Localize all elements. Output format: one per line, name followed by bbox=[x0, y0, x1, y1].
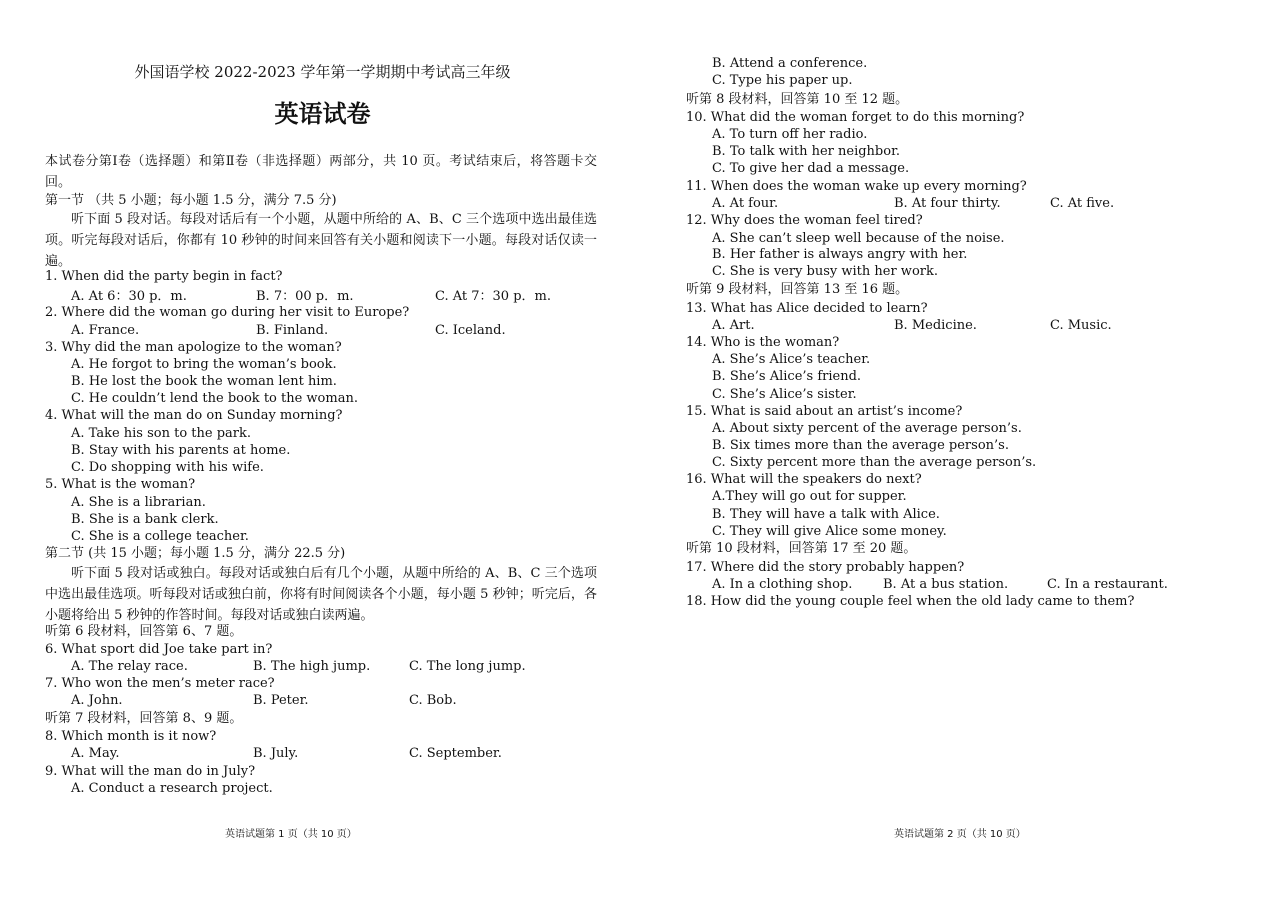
option-a: A. John. bbox=[71, 693, 123, 708]
option-a: A. She’s Alice’s teacher. bbox=[712, 352, 871, 367]
option-c: C. He couldn’t lend the book to the woman. bbox=[71, 391, 358, 406]
option-a: A. He forgot to bring the woman’s book. bbox=[71, 357, 337, 372]
question-8: 8. Which month is it now? bbox=[45, 729, 217, 744]
option-b: B. Peter. bbox=[253, 693, 309, 708]
option-a: A. She is a librarian. bbox=[71, 495, 206, 510]
option-c: C. September. bbox=[409, 746, 502, 761]
option-c: C. She is a college teacher. bbox=[71, 529, 249, 544]
option-a: A. Art. bbox=[712, 318, 755, 333]
option-c: C. Do shopping with his wife. bbox=[71, 460, 264, 475]
option-a: A. May. bbox=[71, 746, 120, 761]
option-c: C. Bob. bbox=[409, 693, 457, 708]
question-15: 15. What is said about an artist’s income? bbox=[686, 404, 963, 419]
question-16: 16. What will the speakers do next? bbox=[686, 472, 922, 487]
option-b: B. At a bus station. bbox=[883, 577, 1009, 592]
option-c: C. Iceland. bbox=[435, 323, 506, 338]
exam-intro: 本试卷分第Ⅰ卷（选择题）和第Ⅱ卷（非选择题）两部分，共 10 页。考试结束后，将答题卡交回。 bbox=[45, 154, 597, 190]
section-1-heading: 第一节 （共 5 小题；每小题 1.5 分，满分 7.5 分) bbox=[45, 193, 337, 208]
option-b: B. Medicine. bbox=[894, 318, 977, 333]
option-b: B. Attend a conference. bbox=[712, 56, 868, 71]
option-a: A.They will go out for supper. bbox=[712, 489, 907, 504]
question-9: 9. What will the man do in July? bbox=[45, 764, 256, 779]
option-a: A. In a clothing shop. bbox=[712, 577, 853, 592]
option-b: B. At four thirty. bbox=[894, 196, 1001, 211]
option-c: C. She’s Alice’s sister. bbox=[712, 387, 857, 402]
option-c: C. In a restaurant. bbox=[1047, 577, 1168, 592]
option-c: C. To give her dad a message. bbox=[712, 161, 910, 176]
question-10: 10. What did the woman forget to do this morning? bbox=[686, 110, 1025, 125]
option-a: A. At four. bbox=[712, 196, 779, 211]
question-14: 14. Who is the woman? bbox=[686, 335, 840, 350]
option-a: A. About sixty percent of the average person’s. bbox=[712, 421, 1022, 436]
material-7-heading: 听第 7 段材料，回答第 8、9 题。 bbox=[45, 711, 243, 726]
option-b: B. To talk with her neighbor. bbox=[712, 144, 900, 159]
exam-subtitle: 英语试卷 bbox=[274, 99, 371, 128]
exam-title: 外国语学校 2022-2023 学年第一学期期中考试高三年级 bbox=[134, 63, 511, 81]
option-c: C. At five. bbox=[1050, 196, 1115, 211]
question-2: 2. Where did the woman go during her visit to Europe? bbox=[45, 305, 410, 320]
option-b: B. Stay with his parents at home. bbox=[71, 443, 291, 458]
option-a: A. At 6：30 p．m. bbox=[71, 289, 187, 304]
option-a: A. Take his son to the park. bbox=[71, 426, 252, 441]
option-c: C. At 7：30 p．m. bbox=[435, 289, 551, 304]
option-c: C. Music. bbox=[1050, 318, 1112, 333]
question-7: 7. Who won the men’s meter race? bbox=[45, 676, 275, 691]
option-c: C. Type his paper up. bbox=[712, 73, 853, 88]
question-13: 13. What has Alice decided to learn? bbox=[686, 301, 928, 316]
section-1-instructions: 听下面 5 段对话。每段对话后有一个小题，从题中所给的 A、B、C 三个选项中选出最佳选项。听完每段对话后，你都有 10 秒钟的时间来回答有关小题和阅读下一小题。每段对话仅读一遍。 bbox=[45, 212, 597, 269]
option-b: B. They will have a talk with Alice. bbox=[712, 507, 940, 522]
option-c: C. She is very busy with her work. bbox=[712, 264, 938, 279]
option-b: B. Finland. bbox=[256, 323, 329, 338]
option-b: B. She is a bank clerk. bbox=[71, 512, 219, 527]
question-6: 6. What sport did Joe take part in? bbox=[45, 642, 273, 657]
option-b: B. Six times more than the average person’s. bbox=[712, 438, 1009, 453]
page-footer: 英语试题第 1 页（共 10 页） bbox=[225, 829, 357, 840]
question-3: 3. Why did the man apologize to the woman? bbox=[45, 340, 342, 355]
option-b: B. He lost the book the woman lent him. bbox=[71, 374, 337, 389]
section-2-instructions: 听下面 5 段对话或独白。每段对话或独白后有几个小题，从题中所给的 A、B、C 三个选项中选出最佳选项。听每段对话或独白前，你将有时间阅读各个小题，每小题 5 秒钟；听完后，各小题将给出 5 秒钟的作答时间。每段对话或独白读两遍。 bbox=[45, 566, 597, 623]
option-c: C. They will give Alice some money. bbox=[712, 524, 947, 539]
question-4: 4. What will the man do on Sunday morning? bbox=[45, 408, 343, 423]
page-footer: 英语试题第 2 页（共 10 页） bbox=[894, 829, 1026, 840]
question-17: 17. Where did the story probably happen? bbox=[686, 560, 965, 575]
option-b: B. 7：00 p．m. bbox=[256, 289, 354, 304]
option-c: C. The long jump. bbox=[409, 659, 526, 674]
question-18: 18. How did the young couple feel when the old lady came to them? bbox=[686, 594, 1135, 609]
material-9-heading: 听第 9 段材料，回答第 13 至 16 题。 bbox=[686, 282, 909, 297]
section-2-heading: 第二节 (共 15 小题；每小题 1.5 分，满分 22.5 分) bbox=[45, 546, 346, 561]
option-b: B. July. bbox=[253, 746, 299, 761]
option-a: A. The relay race. bbox=[71, 659, 188, 674]
question-5: 5. What is the woman? bbox=[45, 477, 196, 492]
option-a: A. She can’t sleep well because of the noise. bbox=[712, 231, 1005, 246]
option-a: A. France. bbox=[71, 323, 140, 338]
question-12: 12. Why does the woman feel tired? bbox=[686, 213, 923, 228]
option-c: C. Sixty percent more than the average person’s. bbox=[712, 455, 1037, 470]
option-b: B. Her father is always angry with her. bbox=[712, 247, 968, 262]
option-a: A. To turn off her radio. bbox=[712, 127, 868, 142]
option-b: B. The high jump. bbox=[253, 659, 371, 674]
material-10-heading: 听第 10 段材料，回答第 17 至 20 题。 bbox=[686, 541, 917, 556]
question-11: 11. When does the woman wake up every morning? bbox=[686, 179, 1027, 194]
option-b: B. She’s Alice’s friend. bbox=[712, 369, 862, 384]
material-8-heading: 听第 8 段材料，回答第 10 至 12 题。 bbox=[686, 92, 909, 107]
question-1: 1. When did the party begin in fact? bbox=[45, 269, 283, 284]
material-6-heading: 听第 6 段材料，回答第 6、7 题。 bbox=[45, 624, 243, 639]
option-a: A. Conduct a research project. bbox=[71, 781, 273, 796]
